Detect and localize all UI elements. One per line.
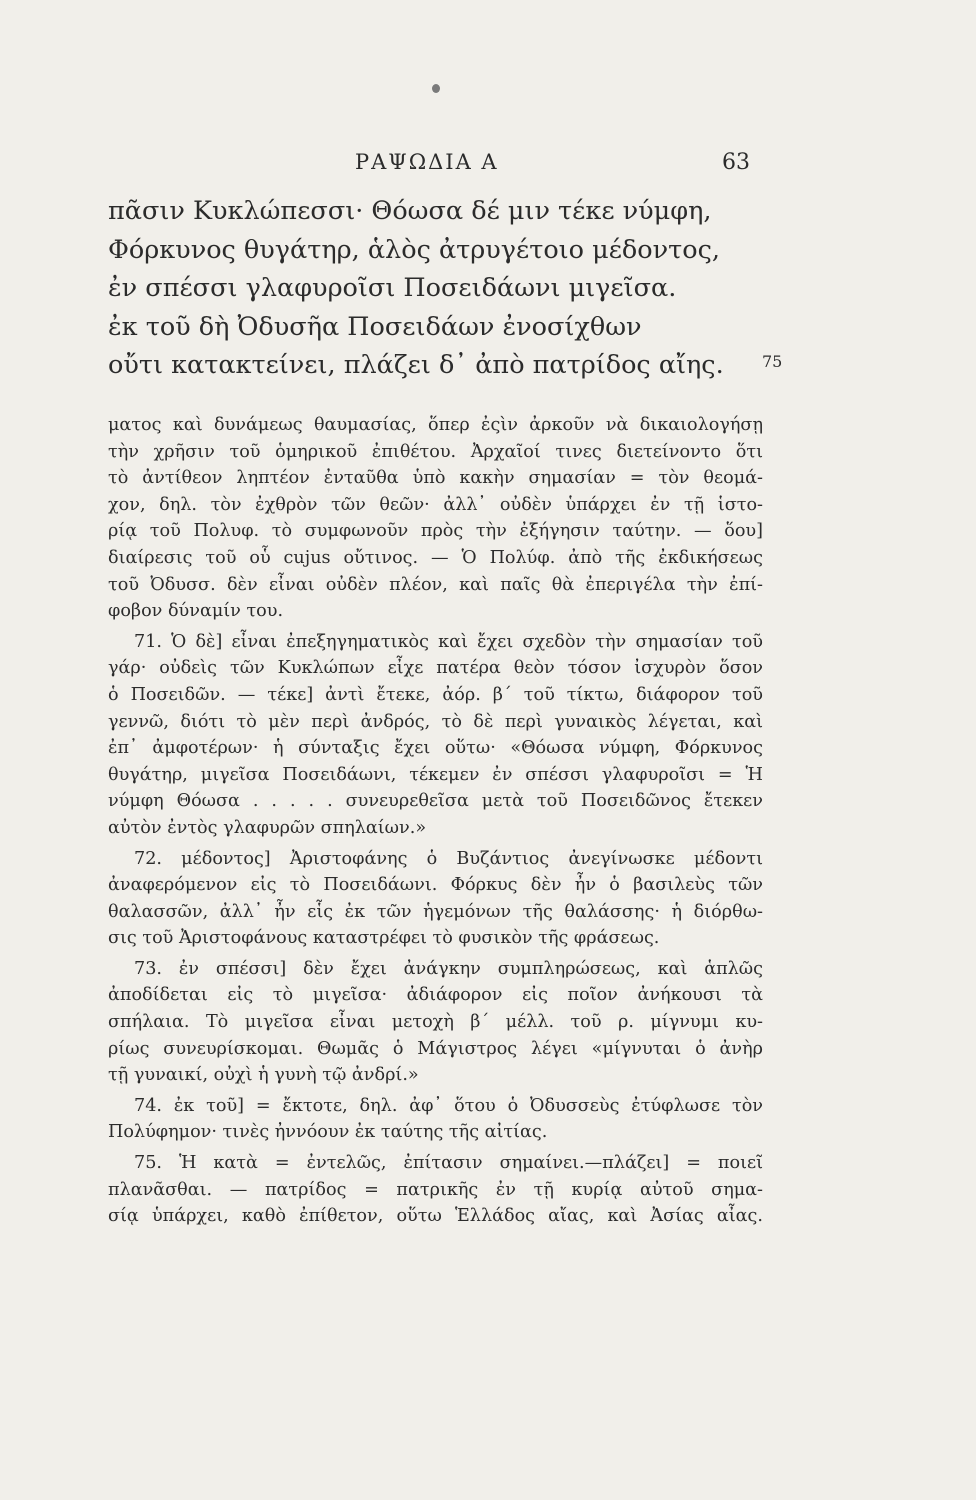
commentary-line: αὐτὸν ἐντὸς γλαφυρῶν σπηλαίων.»	[108, 817, 427, 838]
commentary-paragraph-72	[108, 846, 763, 952]
commentary-line: σπήλαια. Τὸ μιγεῖσα εἶναι μετοχὴ β΄ μέλλ. τοῦ ρ. μίγνυμι κυ-	[108, 1012, 763, 1033]
verse-line: ἐκ τοῦ δὴ Ὀδυσῆα Ποσειδάων ἐνοσίχθων	[108, 311, 642, 342]
commentary-paragraph-74	[108, 1093, 763, 1146]
commentary-line: ἀποδίδεται εἰς τὸ μιγεῖσα· ἀδιάφορον εἰς ποῖον ἀνήκουσι τὰ	[108, 985, 763, 1006]
commentary-paragraph-1	[108, 412, 763, 625]
running-header	[0, 150, 976, 184]
header-title: ΡΑΨΩΔΙΑ Α	[355, 150, 499, 174]
commentary	[108, 412, 763, 1230]
commentary-line: ἐπ᾿ ἀμφοτέρων· ἡ σύνταξις ἔχει οὕτω· «Θόωσα νύμφη, Φόρκυνος	[108, 738, 763, 759]
commentary-line: φοβον δύναμίν του.	[108, 601, 284, 622]
commentary-line: πλανᾶσθαι. — πατρίδος = πατρικῆς ἐν τῇ κυρίᾳ αὐτοῦ σημα-	[108, 1179, 763, 1200]
commentary-line: διαίρεσις τοῦ οὗ cujus οὔτινος. — Ὁ Πολύφ. ἀπὸ τῆς ἐκδικήσεως	[108, 547, 763, 568]
commentary-line: 73. ἐν σπέσσι] δὲν ἔχει ἀνάγκην συμπληρώσεως, καὶ ἁπλῶς	[134, 958, 763, 979]
page-number: 63	[722, 150, 750, 175]
commentary-line: τὸ ἀντίθεον ληπτέον ἐνταῦθα ὑπὸ κακὴν σημασίαν = τὸν θεομά-	[108, 468, 763, 489]
commentary-line: Πολύφημον· τινὲς ἠννόουν ἐκ ταύτης τῆς αἰτίας.	[108, 1122, 548, 1143]
verse-line-number: 75	[762, 352, 783, 371]
commentary-line: 75. Ἡ κατὰ = ἐντελῶς, ἐπίτασιν σημαίνει.—πλάζει] = ποιεῖ	[134, 1153, 763, 1174]
commentary-line: ρίᾳ τοῦ Πολυφ. τὸ συμφωνοῦν πρὸς τὴν ἐξήγησιν ταύτην. — ὅου]	[108, 521, 763, 542]
commentary-line: γεννῶ, διότι τὸ μὲν περὶ ἀνδρός, τὸ δὲ περὶ γυναικὸς λέγεται, καὶ	[108, 711, 763, 732]
commentary-line: τῇ γυναικί, οὐχὶ ἡ γυνὴ τῷ ἀνδρί.»	[108, 1065, 419, 1086]
verse-block	[108, 192, 748, 385]
commentary-paragraph-73	[108, 956, 763, 1089]
commentary-line: νύμφη Θόωσα . . . . . συνευρεθεῖσα μετὰ τοῦ Ποσειδῶνος ἔτεκεν	[108, 791, 763, 812]
commentary-line: 72. μέδοντος] Ἀριστοφάνης ὁ Βυζάντιος ἀνεγίνωσκε μέδοντι	[134, 848, 763, 869]
verse-line: πᾶσιν Κυκλώπεσσι· Θόωσα δέ μιν τέκε νύμφη,	[108, 196, 712, 226]
verse-line: οὔτι κατακτείνει, πλάζει δ᾿ ἀπὸ πατρίδος αἴης.	[108, 350, 724, 380]
verse-line: ἐν σπέσσι γλαφυροῖσι Ποσειδάωνι μιγεῖσα.	[108, 273, 677, 303]
commentary-line: τὴν χρῆσιν τοῦ ὁμηρικοῦ ἐπιθέτου. Ἀρχαῖοί τινες διετείνοντο ὅτι	[108, 441, 763, 462]
commentary-paragraph-75	[108, 1150, 763, 1230]
commentary-line: ματος καὶ δυνάμεως θαυμασίας, ὅπερ ἐςὶν ἀρκοῦν νὰ δικαιολογήσῃ	[108, 415, 763, 435]
commentary-line: θαλασσῶν, ἀλλ᾿ ἦν εἷς ἐκ τῶν ἡγεμόνων τῆς θαλάσσης· ἡ διόρθω-	[108, 901, 763, 922]
commentary-line: χον, δηλ. τὸν ἐχθρὸν τῶν θεῶν· ἀλλ᾿ οὐδὲν ὑπάρχει ἐν τῇ ἱστο-	[108, 494, 763, 515]
commentary-line: σις τοῦ Ἀριστοφάνους καταστρέφει τὸ φυσικὸν τῆς φράσεως.	[108, 928, 660, 949]
ink-dot	[432, 84, 440, 93]
commentary-line: 74. ἐκ τοῦ] = ἔκτοτε, δηλ. ἀφ᾿ ὅτου ὁ Ὀδυσσεὺς ἐτύφλωσε τὸν	[134, 1095, 763, 1116]
commentary-paragraph-71	[108, 629, 763, 842]
commentary-line: γάρ· οὐδεὶς τῶν Κυκλώπων εἶχε πατέρα θεὸν τόσον ἰσχυρὸν ὅσον	[108, 658, 763, 679]
commentary-line: τοῦ Ὀδυσσ. δὲν εἶναι οὐδὲν πλέον, καὶ παῖς θὰ ἐπεριγέλα τὴν ἐπί-	[108, 574, 763, 595]
commentary-line: ρίως συνευρίσκομαι. Θωμᾶς ὁ Μάγιστρος λέγει «μίγνυται ὁ ἀνὴρ	[108, 1038, 763, 1059]
commentary-line: σίᾳ ὑπάρχει, καθὸ ἐπίθετον, οὕτω Ἑλλάδος αἴας, καὶ Ἀσίας αἶας.	[108, 1206, 763, 1227]
commentary-line: ἀναφερόμενον εἰς τὸ Ποσειδάωνι. Φόρκυς δὲν ἦν ὁ βασιλεὺς τῶν	[108, 875, 763, 896]
commentary-line: θυγάτηρ, μιγεῖσα Ποσειδάωνι, τέκεμεν ἐν σπέσσι γλαφυροῖσι = Ἡ	[108, 764, 763, 785]
commentary-line: ὁ Ποσειδῶν. — τέκε] ἀντὶ ἔτεκε, ἀόρ. β΄ τοῦ τίκτω, διάφορον τοῦ	[108, 684, 763, 705]
commentary-line: 71. Ὁ δὲ] εἶναι ἐπεξηγηματικὸς καὶ ἔχει σχεδὸν τὴν σημασίαν τοῦ	[134, 631, 763, 652]
verse-line: Φόρκυνος θυγάτηρ, ἁλὸς ἀτρυγέτοιο μέδοντος,	[108, 234, 720, 265]
